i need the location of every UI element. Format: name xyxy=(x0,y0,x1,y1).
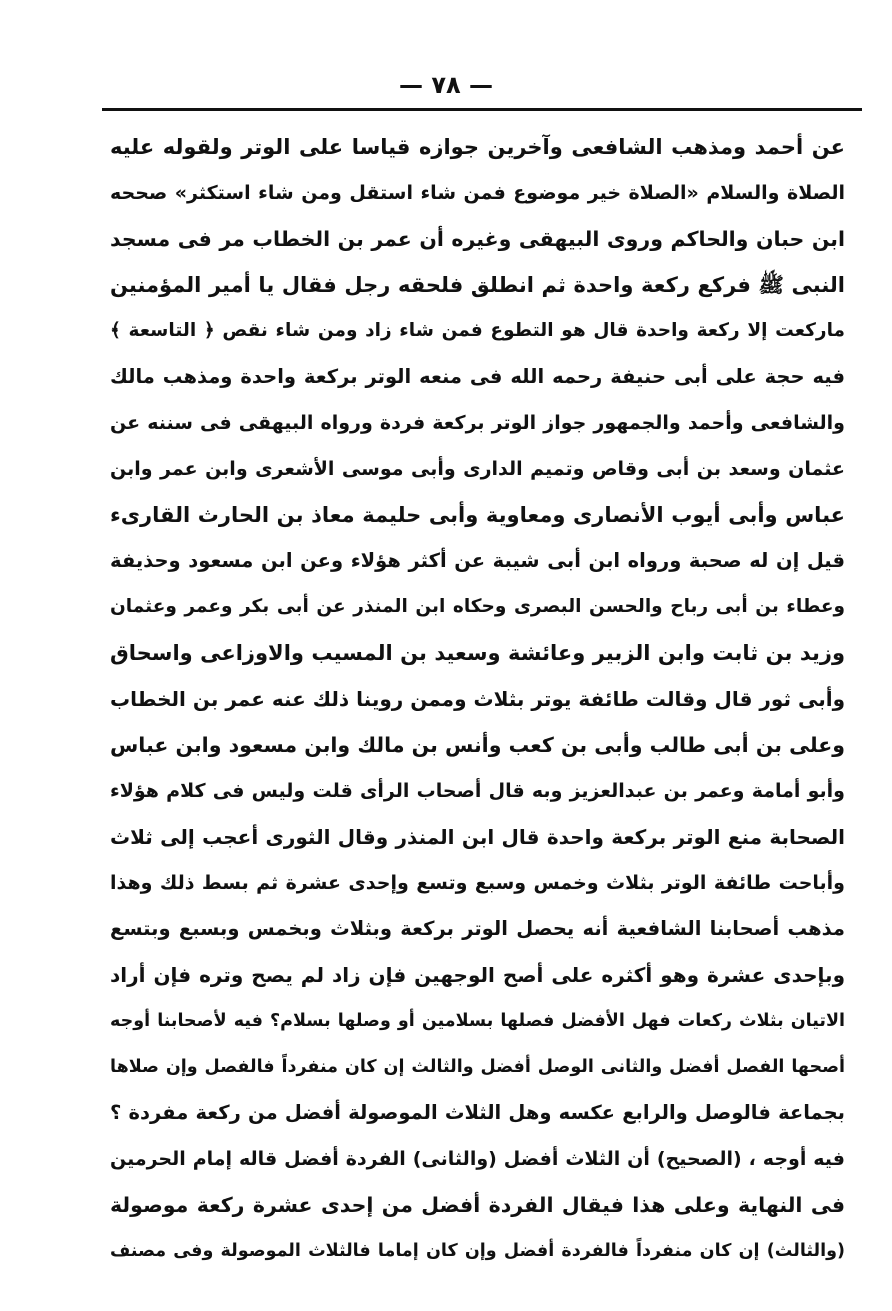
text-line: وأباحت طائفة الوتر بثلاث وخمس وسبع وتسع وإحدى عشرة ثم بسط ذلك وهذا xyxy=(110,872,845,894)
text-line: وأبو أمامة وعمر بن عبدالعزيز وبه قال أصحاب الرأى قلت وليس فى كلام هؤلاء xyxy=(110,780,845,802)
text-line: ابن حبان والحاكم وروى البيهقى وغيره أن عمر بن الخطاب مر فى مسجد xyxy=(110,227,845,251)
header-rule xyxy=(102,108,862,111)
text-line: الصلاة والسلام «الصلاة خير موضوع فمن شاء استقل ومن شاء استكثر» صححه xyxy=(110,182,845,204)
text-line: بجماعة فالوصل والرابع عكسه وهل الثلاث الموصولة أفضل من ركعة مفردة ؟ xyxy=(110,1101,845,1124)
text-line: عن أحمد ومذهب الشافعى وآخرين جوازه قياسا على الوتر ولقوله عليه xyxy=(110,135,845,159)
text-line: ماركعت إلا ركعة واحدة قال هو التطوع فمن شاء زاد ومن شاء نقص ﴿ التاسعة ﴾ xyxy=(110,320,845,341)
text-line: الاتيان بثلاث ركعات فهل الأفضل فصلها بسلامين أو وصلها بسلام؟ فيه لأصحابنا أوجه xyxy=(110,1011,845,1031)
text-line: النبى ﷺ فركع ركعة واحدة ثم انطلق فلحقه رجل فقال يا أمير المؤمنين xyxy=(110,273,845,297)
text-line: فيه أوجه ، (الصحيح) أن الثلاث أفضل (والثانى) الفردة أفضل قاله إمام الحرمين xyxy=(110,1148,845,1170)
page-number: — ٧٨ — xyxy=(398,71,493,99)
text-line: أصحها الفصل أفضل والثانى الوصل أفضل والثالث إن كان منفرداً فالفصل وإن صلاها xyxy=(110,1057,845,1077)
body-text xyxy=(110,124,845,1274)
text-line: عباس وأبى أيوب الأنصارى ومعاوية وأبى حليمة معاذ بن الحارث القارىء xyxy=(110,503,845,527)
text-line: عثمان وسعد بن أبى وقاص وتميم الدارى وأبى موسى الأشعرى وابن عمر وابن xyxy=(110,458,845,480)
text-line: وعطاء بن أبى رباح والحسن البصرى وحكاه ابن المنذر عن أبى بكر وعمر وعثمان xyxy=(110,596,845,617)
text-line: وبإحدى عشرة وهو أكثره على أصح الوجهين فإن زاد لم يصح وتره فإن أراد xyxy=(110,963,845,987)
text-line: وعلى بن أبى طالب وأبى بن كعب وأنس بن مالك وابن مسعود وابن عباس xyxy=(110,733,845,757)
text-line: وأبى ثور قال وقالت طائفة يوتر بثلاث وممن روينا ذلك عنه عمر بن الخطاب xyxy=(110,687,845,711)
text-line: فيه حجة على أبى حنيفة رحمه الله فى منعه الوتر بركعة واحدة ومذهب مالك xyxy=(110,365,845,388)
text-line: قيل إن له صحبة ورواه ابن أبى شيبة عن أكثر هؤلاء وعن ابن مسعود وحذيفة xyxy=(110,549,845,572)
text-line: فى النهاية وعلى هذا فيقال الفردة أفضل من إحدى عشرة ركعة موصولة xyxy=(110,1193,845,1217)
text-line: مذهب أصحابنا الشافعية أنه يحصل الوتر بركعة وبثلاث وبخمس وبسبع وبتسع xyxy=(110,917,845,940)
text-line: (والثالث) إن كان منفرداً فالفردة أفضل وإن كان إماما فالثلاث الموصولة وفى مصنف xyxy=(110,1241,845,1261)
text-line: والشافعى وأحمد والجمهور جواز الوتر بركعة فردة ورواه البيهقى فى سننه عن xyxy=(110,412,845,434)
text-line: الصحابة منع الوتر بركعة واحدة قال ابن المنذر وقال الثورى أعجب إلى ثلاث xyxy=(110,825,845,849)
text-line: وزيد بن ثابت وابن الزبير وعائشة وسعيد بن المسيب والاوزاعى واسحاق xyxy=(110,641,845,665)
